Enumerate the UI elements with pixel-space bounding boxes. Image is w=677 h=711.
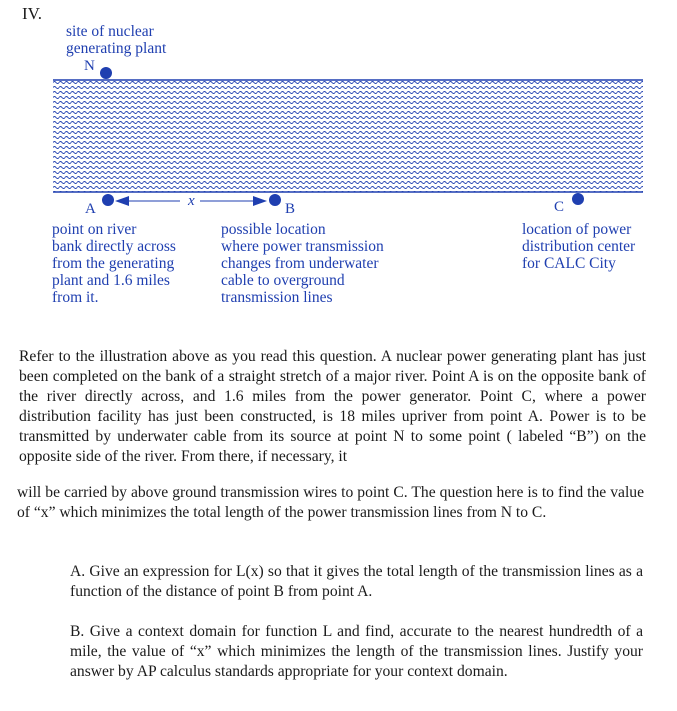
point-b-description: possible location where power transmission changes from underwater cable to overground transmission lines [221, 221, 384, 306]
river [53, 80, 643, 192]
point-c-label: C [554, 199, 565, 215]
point-b-label: B [285, 201, 296, 217]
point-a-description: point on river bank directly across from the generating plant and 1.6 miles from it. [52, 221, 176, 306]
point-n-dot [100, 67, 112, 79]
site-label: site of nuclear generating plant [66, 23, 167, 57]
paragraph-2: will be carried by above ground transmission wires to point C. The question here is to find the value of “x” which minimizes the total length of the power transmission lines from N to C. [17, 484, 644, 521]
point-a-label: A [85, 201, 96, 217]
question-b: B. Give a context domain for function L and find, accurate to the nearest hundredth of a mile, the value of “x” which minimizes the length of the transmission lines. Justify your answer by AP calculus standards appropriate for your context domain. [70, 623, 643, 680]
x-arrow-right-head [253, 196, 267, 206]
question-a: A. Give an expression for L(x) so that it gives the total length of the transmission lines as a function of the distance of point B from point A. [70, 563, 643, 600]
point-c-description: location of power distribution center for CALC City [522, 221, 636, 272]
paragraph-1: Refer to the illustration above as you read this question. A nuclear power generating plant has just been completed on the bank of a straight stretch of a major river. Point A is on the opposite bank of the river directly across, and 1.6 miles from the power generator. Point C, where a power distribution facility has just been constructed, is 18 miles upriver from point A. Power is to be transmitted by underwater cable from its source at point N to some point ( labeled “B”) on the opposite side of the river. From there, if necessary, it [19, 348, 646, 465]
section-number: IV. [22, 4, 42, 23]
point-b-dot [269, 194, 281, 206]
x-label: x [188, 193, 195, 209]
point-a-dot [102, 194, 114, 206]
point-c-dot [572, 193, 584, 205]
x-arrow-left-head [115, 196, 129, 206]
point-n-label: N [84, 58, 95, 74]
